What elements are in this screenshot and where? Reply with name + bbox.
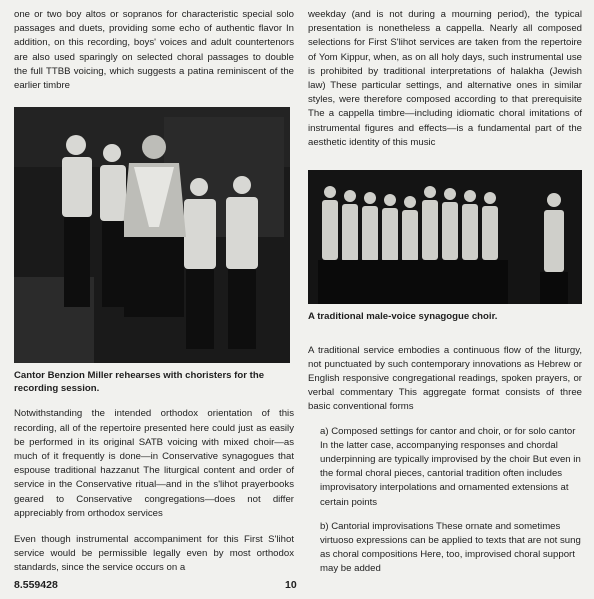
list-item-a: a) Composed settings for cantor and choir, or for solo cantor In the latter case, accompanying responses and chordal underpinning are typically improvised by the choir But even in the formal choral pieces, cantorial tradition often includes improvisatory interpolations and ornamented extensions at certain points [320, 425, 581, 508]
page-number: 10 [285, 579, 297, 591]
list-item-b: b) Cantorial improvisations These ornate and sometimes virtuoso expressions can be applied to texts that are not sung as choral compositions Here, too, improvised choral support may be added [320, 520, 581, 575]
left-paragraph-1: one or two boy altos or sopranos for characteristic special solo passages and duets, providing some echo of authentic flavor In addition, on this recording, boys' voices and adult countertenors are also used sparingly on selected choral passages to double the full TTBB voicing, which suggests a patina reminiscent of the earlier timbre [14, 9, 294, 92]
catalog-number: 8.559428 [14, 579, 58, 591]
left-column [14, 8, 294, 576]
right-column [308, 8, 582, 577]
right-paragraph-2: A traditional service embodies a continuous flow of the liturgy, not punctuated by such contemporary innovations as Hebrew or English responsive congregational readings, spoken prayers, or verbal commentary This aggregate format consists of three basic conventional forms [308, 344, 582, 413]
left-paragraph-2: Notwithstanding the intended orthodox orientation of this recording, all of the repertoire presented here could just as easily be performed in its original SATB voicing with mixed choir—as much of it frequently is done—in Conservative synagogues that espouse traditional hazzanut The liturgical content and order of service in the Conservative ritual—and in the s'lihot prayerbooks geared to Conservative congregations—does not differ appreciably from orthodox services [14, 408, 294, 519]
photo-cantor-rehearsal [14, 107, 290, 363]
photo-synagogue-choir [308, 170, 582, 304]
photo-caption-2: A traditional male-voice synagogue choir. [308, 311, 498, 323]
photo-caption-1: Cantor Benzion Miller rehearses with choristers for the recording session. [14, 370, 265, 394]
left-paragraph-3: Even though instrumental accompaniment for this First S'lihot service would be permissible legally even by most orthodox standards, since the service occurs on a [14, 534, 294, 574]
right-paragraph-1: weekday (and is not during a mourning period), the typical presentation is nonetheless a cappella. Nearly all composed selections for First S'lihot services are taken from the repertoire of Yom Kippur, when, as on all holy days, such instrumental use is prohibited by traditional interpretations of halakha (Jewish law) These particular settings, and alternative ones in similar styles, were therefore composed according to that prerequisite The a cappella timbre—including idiomatic choral imitations of instrumental figures and effects—is a fundamental part of the aesthetic identity of this music [308, 9, 582, 148]
